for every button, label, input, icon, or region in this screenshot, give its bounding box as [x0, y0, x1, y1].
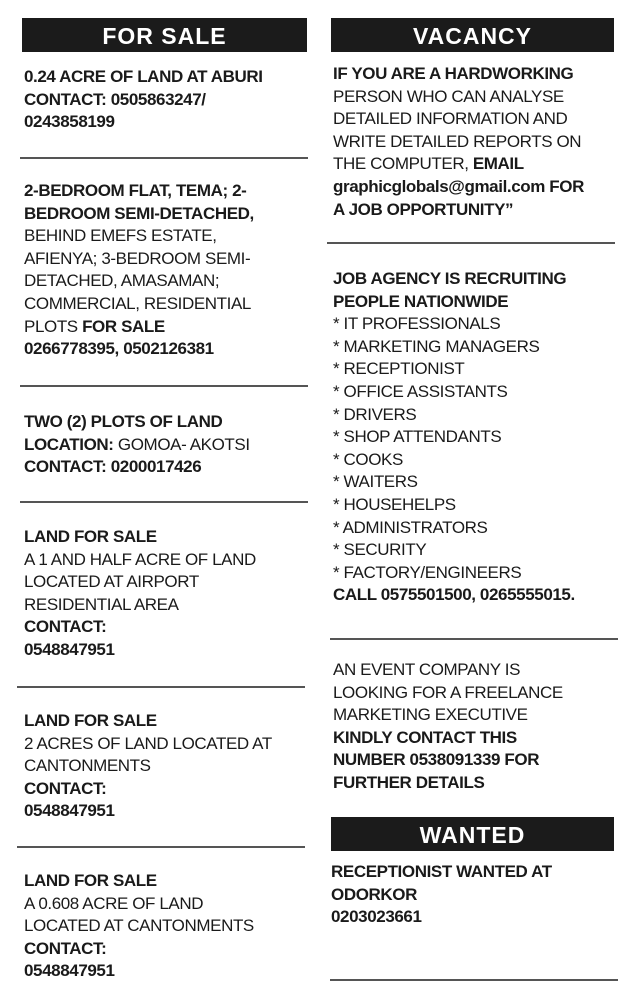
divider [330, 638, 618, 640]
ad-text: FOR SALE [82, 316, 165, 336]
ad-text: 0548847951 [24, 801, 115, 821]
vacancy-header: VACANCY [331, 18, 614, 52]
ad-text: A JOB OPPORTUNITY” [333, 199, 514, 219]
ad-text: CONTACT: [24, 938, 107, 958]
ad-text: * WAITERS [333, 472, 418, 492]
ad-text: PLOTS [24, 316, 83, 336]
for-sale-ad-1 [24, 66, 314, 134]
ad-text: * COOKS [333, 449, 403, 469]
ad-text: TWO (2) PLOTS OF LAND [24, 412, 223, 431]
ad-text: RECEPTIONIST WANTED AT [331, 862, 552, 881]
ad-text: RESIDENTIAL AREA [24, 594, 179, 614]
ad-text: A 0.608 ACRE OF LAND [24, 893, 204, 913]
ad-text: * FACTORY/ENGINEERS [333, 562, 522, 582]
ad-text: BEDROOM SEMI-DETACHED, [24, 203, 254, 223]
ad-text: 0266778395, 0502126381 [24, 339, 214, 359]
ad-text: THE COMPUTER, [333, 154, 473, 174]
ad-text: LOCATION: [24, 434, 118, 454]
vacancy-ad-1 [333, 63, 618, 221]
ad-text: WRITE DETAILED REPORTS ON [333, 131, 582, 151]
wanted-header: WANTED [331, 817, 614, 851]
ad-text: IF YOU ARE A HARDWORKING [333, 64, 574, 83]
ad-text: LOCATED AT AIRPORT [24, 572, 199, 592]
ad-text: COMMERCIAL, RESIDENTIAL [24, 293, 251, 313]
ad-text: * MARKETING MANAGERS [333, 336, 540, 356]
ad-text: * ADMINISTRATORS [333, 517, 488, 537]
vacancy-ad-3 [333, 659, 618, 795]
ad-text: LAND FOR SALE [24, 871, 157, 890]
divider [20, 157, 308, 159]
ad-text: 2 ACRES OF LAND LOCATED AT [24, 733, 272, 753]
divider [20, 385, 308, 387]
ad-text: FURTHER DETAILS [333, 772, 485, 792]
ad-text: BEHIND EMEFS ESTATE, [24, 226, 217, 246]
for-sale-ad-2 [24, 180, 314, 361]
vacancy-ad-2 [333, 268, 618, 607]
ad-text: * OFFICE ASSISTANTS [333, 381, 508, 401]
ad-text: PEOPLE NATIONWIDE [333, 291, 509, 311]
divider [17, 846, 305, 848]
divider [327, 242, 615, 244]
ad-text: DETAILED INFORMATION AND [333, 109, 568, 129]
ad-text: LOOKING FOR A FREELANCE [333, 682, 563, 702]
divider [20, 501, 308, 503]
ad-text: * IT PROFESSIONALS [333, 314, 501, 334]
ad-text: KINDLY CONTACT THIS [333, 727, 517, 747]
ad-text: 0243858199 [24, 112, 115, 132]
ad-text: A 1 AND HALF ACRE OF LAND [24, 549, 256, 569]
ad-text: CONTACT: 0505863247/ [24, 89, 206, 109]
ad-text: AN EVENT COMPANY IS [333, 660, 521, 679]
ad-text: 0.24 ACRE OF LAND AT ABURI [24, 67, 263, 86]
ad-text: JOB AGENCY IS RECRUITING [333, 269, 567, 288]
ad-text: CONTACT: [24, 617, 107, 637]
ad-text: 0548847951 [24, 961, 115, 981]
ad-text: CALL 0575501500, 0265555015. [333, 585, 575, 605]
ad-text: 2-BEDROOM FLAT, TEMA; 2- [24, 181, 247, 200]
ad-text: 0203023661 [331, 907, 422, 927]
ad-text: ODORKOR [331, 884, 417, 904]
ad-text: * HOUSEHELPS [333, 494, 456, 514]
ad-text: NUMBER 0538091339 FOR [333, 750, 540, 770]
ad-text: LAND FOR SALE [24, 527, 157, 546]
ad-text: * SHOP ATTENDANTS [333, 427, 502, 447]
for-sale-ad-4 [24, 526, 314, 662]
ad-text: CONTACT: 0200017426 [24, 457, 202, 477]
ad-text: LAND FOR SALE [24, 711, 157, 730]
ad-text: GOMOA- AKOTSI [117, 434, 250, 454]
ad-text: EMAIL [472, 154, 524, 174]
ad-text: LOCATED AT CANTONMENTS [24, 916, 254, 936]
ad-text: CONTACT: [24, 778, 107, 798]
ad-text: * DRIVERS [333, 404, 417, 424]
ad-text: 0548847951 [24, 639, 115, 659]
wanted-ad-1 [331, 861, 616, 929]
ad-text: * RECEPTIONIST [333, 359, 465, 379]
ad-text: AFIENYA; 3-BEDROOM SEMI- [24, 248, 251, 268]
divider [330, 979, 618, 981]
ad-text: CANTONMENTS [24, 756, 151, 776]
divider [17, 686, 305, 688]
ad-text: MARKETING EXECUTIVE [333, 705, 528, 725]
ad-text: PERSON WHO CAN ANALYSE [333, 86, 564, 106]
for-sale-header: FOR SALE [22, 18, 307, 52]
ad-text: graphicglobals@gmail.com FOR [333, 176, 584, 196]
ad-text: * SECURITY [333, 540, 427, 560]
for-sale-ad-5 [24, 710, 314, 823]
for-sale-ad-6 [24, 870, 314, 983]
for-sale-ad-3 [24, 411, 314, 479]
ad-text: DETACHED, AMASAMAN; [24, 271, 220, 291]
